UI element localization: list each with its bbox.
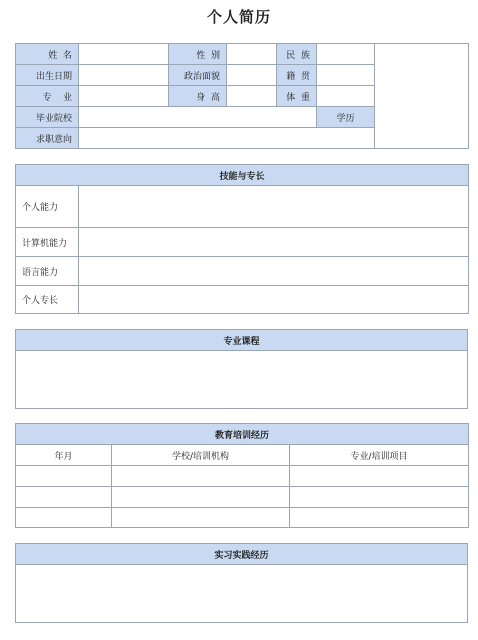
skill-row-label: 计算机能力 [16, 228, 79, 257]
table-row [16, 487, 469, 508]
school-value-cell[interactable] [79, 107, 317, 128]
birth-value-cell[interactable] [79, 65, 169, 86]
weight-label: 体 重 [277, 86, 317, 107]
courses-table [15, 329, 468, 409]
intent-value-cell[interactable] [79, 128, 375, 149]
gender-value-cell[interactable] [227, 44, 277, 65]
name-value-cell[interactable] [79, 44, 169, 65]
photo-cell[interactable] [375, 44, 469, 149]
ethnicity-label: 民 族 [277, 44, 317, 65]
column-header-institution: 学校/培训机构 [112, 445, 290, 466]
practice-table [15, 543, 468, 623]
degree-label: 学历 [317, 107, 375, 128]
education-date-cell[interactable] [16, 487, 112, 508]
weight-value-cell[interactable] [317, 86, 375, 107]
gender-label: 性 别 [169, 44, 227, 65]
courses-header: 专业课程 [16, 330, 468, 351]
skills-header: 技能与专长 [16, 165, 469, 186]
education-institution-cell[interactable] [112, 466, 290, 487]
major-value-cell[interactable] [79, 86, 169, 107]
column-header-date: 年月 [16, 445, 112, 466]
skill-row-value[interactable] [79, 286, 469, 314]
ethnicity-value-cell[interactable] [317, 44, 375, 65]
skill-row-label: 语言能力 [16, 257, 79, 286]
skill-row-value[interactable] [79, 186, 469, 228]
height-label: 身 高 [169, 86, 227, 107]
skill-row-label: 个人专长 [16, 286, 79, 314]
education-program-cell[interactable] [290, 508, 469, 528]
skill-row-value[interactable] [79, 228, 469, 257]
education-program-cell[interactable] [290, 487, 469, 508]
education-date-cell[interactable] [16, 466, 112, 487]
height-value-cell[interactable] [227, 86, 277, 107]
intent-label: 求职意向 [16, 128, 79, 149]
education-institution-cell[interactable] [112, 487, 290, 508]
courses-content-cell[interactable] [16, 351, 468, 409]
practice-content-cell[interactable] [16, 565, 468, 623]
page-title: 个人简历 [206, 8, 271, 26]
practice-header: 实习实践经历 [16, 544, 468, 565]
education-table [15, 423, 469, 528]
education-header: 教育培训经历 [16, 424, 469, 445]
political-value-cell[interactable] [227, 65, 277, 86]
table-row [16, 466, 469, 487]
native-label: 籍 贯 [277, 65, 317, 86]
major-label: 专 业 [16, 86, 79, 107]
skill-row-label: 个人能力 [16, 186, 79, 228]
native-value-cell[interactable] [317, 65, 375, 86]
skills-table [15, 164, 469, 314]
political-label: 政治面貌 [169, 65, 227, 86]
education-program-cell[interactable] [290, 466, 469, 487]
school-label: 毕业院校 [16, 107, 79, 128]
birth-label: 出生日期 [16, 65, 79, 86]
name-label: 姓 名 [16, 44, 79, 65]
skill-row-value[interactable] [79, 257, 469, 286]
education-institution-cell[interactable] [112, 508, 290, 528]
column-header-program: 专业/培训项目 [290, 445, 469, 466]
table-row [16, 508, 469, 528]
education-date-cell[interactable] [16, 508, 112, 528]
basic-info-table [15, 43, 469, 149]
